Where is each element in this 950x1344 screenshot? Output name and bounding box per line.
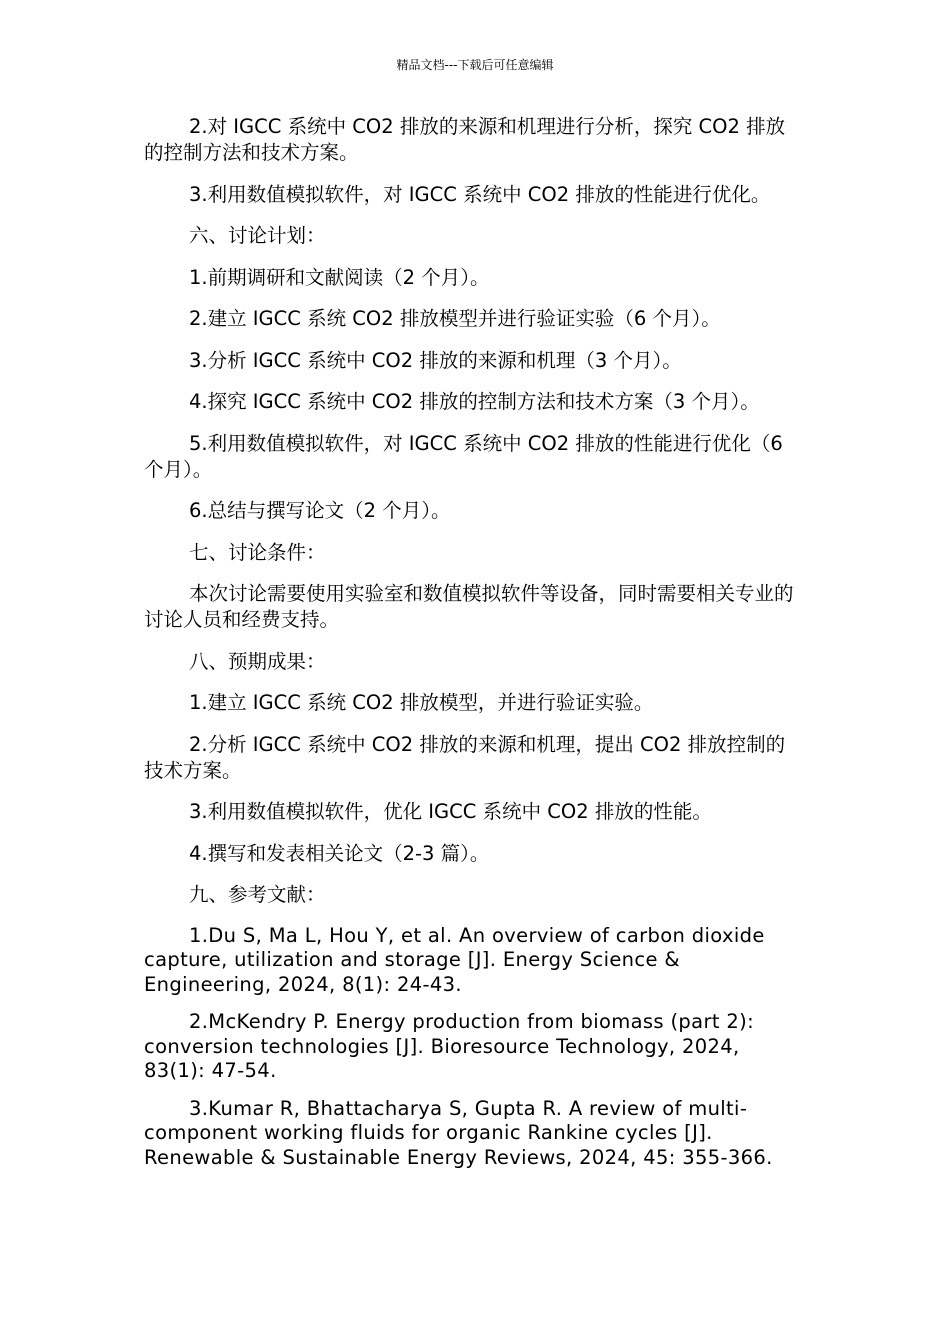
reference-item: 3.Kumar R, Bhattacharya S, Gupta R. A review of multi-component working fluids for organic Rankine cycles [J]. Renewable & Sustainable Energy Reviews, 2024, 45: 355-366. xyxy=(144,1096,773,1169)
section-heading: 九、参考文献： xyxy=(189,883,326,906)
plan-item: 1.前期调研和文献阅读（2 个月）。 xyxy=(189,265,490,289)
plan-item: 6.总结与撰写论文（2 个月）。 xyxy=(189,499,451,522)
plan-item: 4.探究 IGCC 系统中 CO2 排放的控制方法和技术方案（3 个月）。 xyxy=(189,390,760,413)
reference-item: 2.McKendry P. Energy production from biomass (part 2): conversion technologies [J]. Bioresource Technology, 2024, 83(1): 47-54. xyxy=(144,1010,754,1082)
paragraph: 本次讨论需要使用实验室和数值模拟软件等设备，同时需要相关专业的讨论人员和经费支持。 xyxy=(144,582,794,631)
paragraph: 3.利用数值模拟软件，对 IGCC 系统中 CO2 排放的性能进行优化。 xyxy=(189,182,771,206)
page-header: 精品文档---下载后可任意编辑 xyxy=(396,58,554,72)
outcome-item: 4.撰写和发表相关论文（2-3 篇）。 xyxy=(189,841,490,865)
paragraph: 2.对 IGCC 系统中 CO2 排放的来源和机理进行分析，探究 CO2 排放的控制方法和技术方案。 xyxy=(144,115,786,164)
section-heading: 六、讨论计划： xyxy=(189,224,326,247)
outcome-item: 3.利用数值模拟软件，优化 IGCC 系统中 CO2 排放的性能。 xyxy=(189,800,712,823)
outcome-item: 1.建立 IGCC 系统 CO2 排放模型，并进行验证实验。 xyxy=(189,691,654,714)
section-heading: 七、讨论条件： xyxy=(189,540,326,564)
plan-item: 3.分析 IGCC 系统中 CO2 排放的来源和机理（3 个月）。 xyxy=(189,348,682,372)
section-heading: 八、预期成果： xyxy=(189,649,326,673)
reference-item: 1.Du S, Ma L, Hou Y, et al. An overview of carbon dioxide capture, utilization and storage [J]. Energy Science & Engineering, 2024, 8(1): 24-43. xyxy=(144,923,765,996)
document-body xyxy=(144,114,794,1183)
plan-item: 5.利用数值模拟软件，对 IGCC 系统中 CO2 排放的性能进行优化（6 个月）。 xyxy=(144,431,783,481)
outcome-item: 2.分析 IGCC 系统中 CO2 排放的来源和机理，提出 CO2 排放控制的技术方案。 xyxy=(144,732,786,782)
plan-item: 2.建立 IGCC 系统 CO2 排放模型并进行验证实验（6 个月）。 xyxy=(189,307,721,330)
